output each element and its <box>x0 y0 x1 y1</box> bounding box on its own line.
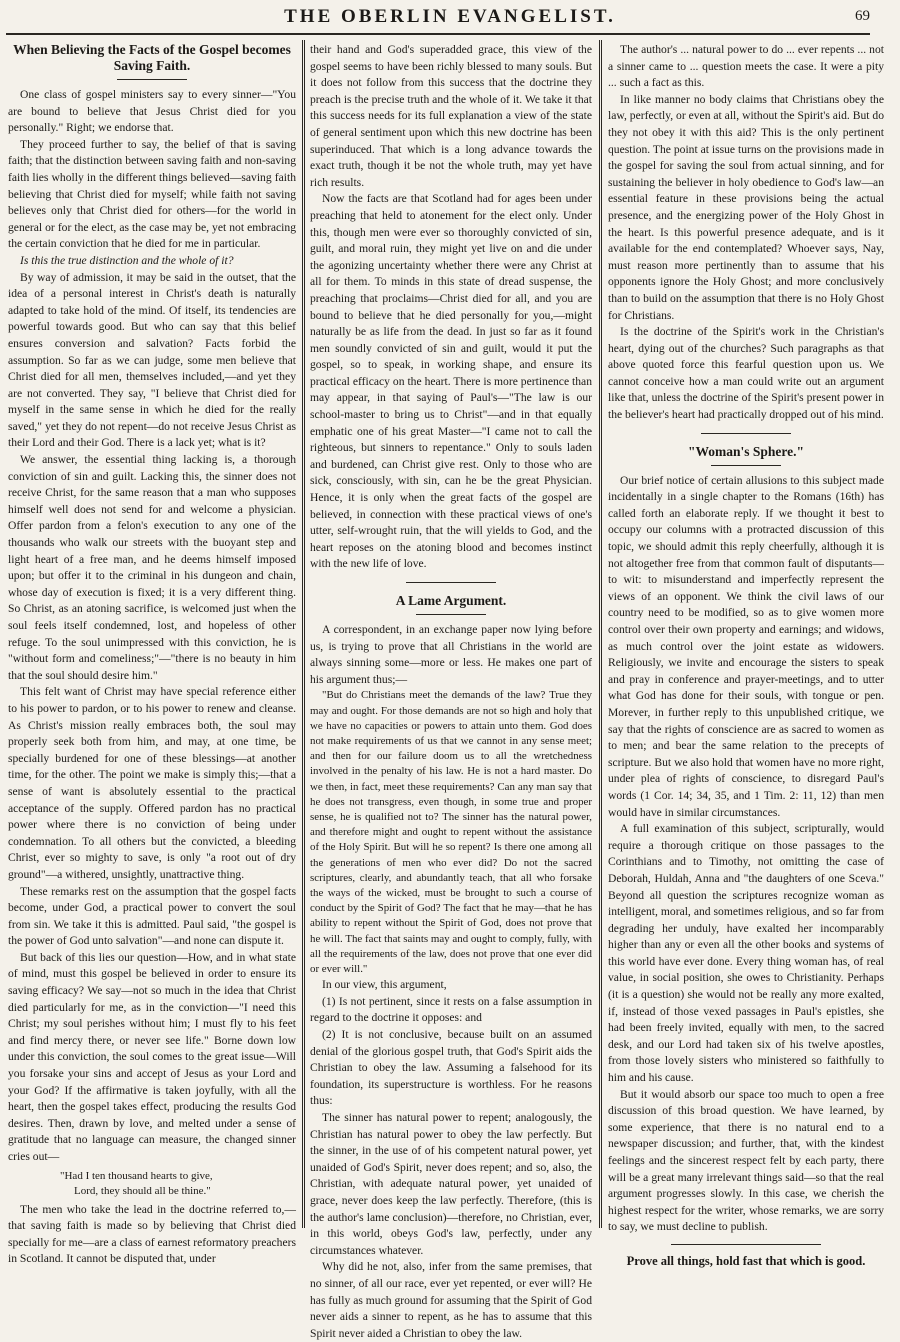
article-paragraph: Is this the true distinction and the whole of it? <box>20 253 234 267</box>
column-right <box>608 42 884 1268</box>
article-paragraph: The men who take the lead in the doctrine referred to,—that saving faith is made so by believing that Christ died specially for me—are a class of earnest reformatory preachers in Scotland. It cannot be disputed that, under <box>8 1202 296 1266</box>
section-separator <box>406 582 496 583</box>
article-paragraph: Is the doctrine of the Spirit's work in the Christian's heart, dying out of the churches? Such paragraphs as that above quoted force this fearful question upon us. We cannot conceive how a man could write out an argument like that, unless the doctrine of the Spirit's present power in the believer's heart had practically dropped out of his mind. <box>608 325 884 422</box>
quoted-argument: "But do Christians meet the demands of the law? True they may and ought. For those demands are not so high and holy that we have no capacities or powers to attain unto them. God does not make requirements of us that we cannot in any sense meet; and then for our failure doom us to all the wretchedness involved in the penalty of his law. He is not a hard master. Do we then, in fact, meet these requirements? Can any man say that he does not transgress, even though, in some true and proper sense, he is qualified not to? The sinner has the natural power, and therefore might and ought to repent without the assistance of the Holy Spirit. But will he so repent? Is there one among all the generations of men who ever did? Do not the sacred scriptures, clearly, and abundantly teach, that all who forsake the ways of the wicked, must be brought to such a course of conduct by the Spirit of God? The fact that he may—that he has ability to repent without the Spirit of God, does not prove that he will. The fact that saints may and ought to comply, fully, with all the requirements of the law, does not prove that one ever did or ever will." <box>310 689 592 976</box>
article-paragraph: The author's ... natural power to do ... ever repents ... not a sinner came to ... question meets the case. It were a pity ... such a fact as this. <box>608 43 884 90</box>
article-paragraph: Why did he not, also, infer from the same premises, that no sinner, of all our race, ever yet repented, or ever will? He has fully as much ground for assuming that the Spirit of God never aids a sinner to repent, as he has to assume that this Spirit never aided a Christian to obey the law. <box>310 1260 592 1340</box>
section-separator <box>701 433 791 434</box>
article-paragraph: One class of gospel ministers say to every sinner—"You are bound to believe that Jesus Christ died for you personally." Right; we endorse that. <box>8 88 296 135</box>
article-paragraph: their hand and God's superadded grace, this view of the gospel seems to have been richly blessed to many souls. But it does not follow from this success that the doctrine they preach is the precise truth and the whole of it. We take it that this success needs for its full explanation a view of the state of general sentiment upon which this new doctrine has been superinduced. That which is a long advance towards the exact truth, though it be not the whole truth, may yet have rich results. <box>310 43 592 189</box>
column-rule-left <box>302 40 305 1228</box>
article-paragraph: This felt want of Christ may have special reference either to his power to pardon, or to his power to renew and cleanse. As Christ's mission really embraces both, the soul may properly seek both from him, and may, at one time, be specially burdened for one of these blessings—at another time, for the other. The point we make is simply this;—that a sense of want is absolutely essential to the practical acceptance of the supply. Offered pardon has no practical power where there is no conviction of being under condemnation. To all others but the convicted, a bleeding Christ, ever so mighty to save, is only "a root out of dry ground"—a withered, unsightly, unattractive thing. <box>8 685 296 881</box>
article-paragraph: (1) Is not pertinent, since it rests on a false assumption in regard to the doctrine it opposes: and <box>310 994 592 1025</box>
article-heading-womans-sphere: "Woman's Sphere." <box>687 443 804 459</box>
article-paragraph: But back of this lies our question—How, and in what state of mind, must this gospel be believed in order to ensure its saving efficacy? We say—not so much in the idea that Christ died particularly for me, as in the conviction—"I need this Christ; my soul perishes without him; I must fly to his feet and find mercy there, or never see life." Borne down low under this conviction, the soul comes to the great issue—Will you forsake your sins and accept of Jesus as your Lord and your God? If the affirmative is taken joyfully, with all the heart, then the gospel takes effect, producing the results God desires. Then, drawn by love, and melted under a sense of gratitude that no language can measure, the changed sinner cries out— <box>8 950 296 1163</box>
article-paragraph: But it would absorb our space too much to open a free discussion of this broad question. We have learned, by some experience, that there is no natural end to a newspaper discussion; and further, that, with the kindest feelings and the sincerest respect felt by each party, there will be a great many irrelevant things said—so that the real argument progresses slowly. In this case, we cherish the highest respect for the writer, whose remarks, we are sorry to say, we must decline to publish. <box>608 1087 884 1234</box>
article-heading-lame-argument: A Lame Argument. <box>395 593 507 608</box>
article-heading-saving-faith: When Believing the Facts of the Gospel becomes Saving Faith. <box>13 42 291 73</box>
article-paragraph: A correspondent, in an exchange paper now lying before us, is trying to prove that all Christians in the world are always sinning some—more or less. He makes one part of his argument thus;— <box>310 623 592 686</box>
page-number: 69 <box>855 8 870 24</box>
heading-ornament <box>416 614 486 615</box>
article-paragraph: They proceed further to say, the belief of that is saving faith; that the distinction between saving faith and non-saving faith lies wholly in the different things believed—saving faith believing that Christ died for myself; while faith not saving believes only that Christ died for others—for the world in general or for the elect, as the case may be, yet not embracing the certain conviction that he died for me in particular. <box>8 137 296 251</box>
article-paragraph: Now the facts are that Scotland had for ages been under preaching that held to atonement for the elect only. Under this, though men were ever so thoroughly convicted of sin, guilt, and moral ruin, they might yet live on and die under the agonizing uncertainty whether there were any Christ at all for them. To minds in this state of dread suspense, the preaching that proclaims—Christ died for all, and you are bound to believe that he died personally for you,—might naturally be as life from the dead. In just so far as it found men soundly convicted of sin and guilt, would it put the gospel, so to speak, in working shape, and ensure its practical efficacy on the heart. There is more pertinence than may appear, in that saying of Paul's—"The law is our school-master to bring us to Christ"—and in that equally emphatic one of his great Master—"I came not to call the righteous, but sinners to repentance." Only to souls laden and burdened, can Christ give rest. Only to those who are sick, consciously, with sin, can he be the great Physician. Hence, it is only when the great facts of the gospel are believed, in connection with these practical views of one's utter, self-wrought ruin, that the will yields to God, and the heart reposes on the atoning blood and becomes instinct with the new life of love. <box>310 192 592 571</box>
article-paragraph: These remarks rest on the assumption that the gospel facts become, under God, a practical power to convert the soul from sin. We take it this is admitted. Paul said, "the gospel is the power of God unto salvation"—and none can dispute it. <box>8 884 296 948</box>
column-left <box>8 42 296 1266</box>
tagline-rule <box>671 1244 821 1245</box>
hymn-verse <box>8 1169 296 1199</box>
article-paragraph: We answer, the essential thing lacking is, a thorough conviction of sin and guilt. Lacking this, the sinner does not receive Christ, for the same reason that a man who supposes himself well does not send for and welcome a physician. Offer pardon from a felon's execution to any one of the thousands who walk our streets with the buoyant step and light heart of a free man, and he deems himself imposed upon; but offer it to the criminal in his dungeon and chain, whose day of execution is fixed; it is a very different thing. So Christ, as an atoning sacrifice, is welcomed just when the soul feels itself condemned, lost, and hopeless of other refuge. To the soul unimpressed with this conviction, he is "without form and comeliness;"—"there is no beauty in him that the soul should desire him." <box>8 453 296 682</box>
article-paragraph: By way of admission, it may be said in the outset, that the idea of a personal interest in Christ's death is naturally adapted to take hold of the mind. Of itself, its tendencies are powerful towards good. But who can say that this belief ensures conversion and salvation? Facts forbid the assumption. So far as we can judge, some men believe that Christ died for all men, themselves included,—and yet they are not converted. They say, "I believe that Christ died for myself in the same sense in which he died for the really saved," yet they do not repent—do not receive Jesus Christ as their Lord and their God. There is a lack yet; what is it? <box>8 270 296 450</box>
heading-ornament <box>117 79 187 80</box>
article-paragraph: Our brief notice of certain allusions to this subject made incidentally in a single chapter to the Romans (16th) has called forth an elaborate reply. If we thought it best to occupy our columns with a protracted discussion of this topic, we should admit this reply cheerfully, although it is not altogether free from that common fault of disputants—to wit: to misunderstand and imperfectly represent the views of an opponent. We think the civil laws of our country need to be modified, so as to give women more control over their own property and earnings; and widows, as much control over the joint estate as widowers. Religiously, we invite and encourage the sisters to speak and pray in conference and prayer-meetings, and to utter what God has done for their souls, with tongue or pen. Morever, in further reply to this unpublished critique, we say that the rights of conscience are as sacred to women as to men; and bear the same relation to the precepts of scripture. But we also hold that women have no more right, under plea of rights of conscience, to disregard Paul's words (1 Cor. 14; 34, 35, and 1 Tim. 2: 11, 12) than men would have in similar circumstances. <box>608 473 884 819</box>
article-paragraph: In like manner no body claims that Christians obey the law, perfectly, or even at all, without the Spirit's aid. But do they not obey it with this aid? This is the only pertinent question. The point at issue turns on the provisions made in the gospel for saving the soul from actual sinning, and for sustaining the believer in holy obedience to God's law—an essential feature in these provisions being the actual presence, and the energizing power of the Holy Ghost in the heart. Is this powerful presence adequate, and is it available for the end contemplated? Whoever says, Nay, must reason more pertinently than to assume that his opponents ignore the Holy Ghost; and more conclusively than to build on the assumption that there is no Holy Ghost for Christians. <box>608 92 884 322</box>
verse-line: "Had I ten thousand hearts to give, <box>60 1169 213 1182</box>
column-middle <box>310 42 592 1340</box>
masthead-rule <box>6 33 870 35</box>
motto-tagline: Prove all things, hold fast that which is good. <box>626 1253 866 1268</box>
article-paragraph: A full examination of this subject, scripturally, would require a thorough critique on those passages to the Corinthians and to Timothy, not omitting the case of Deborah, Huldah, Anna and "the daughters of one Sceva." Beyond all question the scriptures recognize woman as intelligent, moral, and sometimes religious, and so far from degrading her unduly, have exalted her incomparably higher than any or even all the other books and systems of this world have ever done. Every thing woman has, of real value, in social position, she owes to Christianity. Perhaps (it is a question) she would not be really any more exalted, if, instead of those vexed passages in Paul's epistles, she had been freely invited, equally with men, to the sacred desk, and our Lord had taken six of his twelve apostles, from those lovely sisters who ministered so faithfully to him and his cause. <box>608 822 884 1085</box>
column-rule-right <box>599 40 602 1228</box>
verse-line: Lord, they should all be thine." <box>74 1184 211 1197</box>
article-paragraph: (2) It is not conclusive, because built on an assumed denial of the glorious gospel truth, that God's Spirit aids the Christian to obey the law. Assuming a falsehood for its foundation, its superstructure is worthless. For he reasons thus: <box>310 1028 592 1108</box>
article-paragraph: The sinner has natural power to repent; analogously, the Christian has natural power to obey the law perfectly. But the sinner, in the use of of his competent natural power, yet unaided of God's Spirit, never does repent; and so, also, the Christian, with adequate natural power, yet unaided of grace, never does keep the law perfectly. Therefore, (this is the author's lame conclusion)—therefore, no Christian, ever, in this world, obeys God's law, perfectly, under any circumstances whatever. <box>310 1110 592 1257</box>
masthead <box>0 6 900 30</box>
heading-ornament <box>711 465 781 466</box>
article-paragraph: In our view, this argument, <box>322 978 447 992</box>
masthead-title: THE OBERLIN EVANGELIST. <box>284 6 616 27</box>
